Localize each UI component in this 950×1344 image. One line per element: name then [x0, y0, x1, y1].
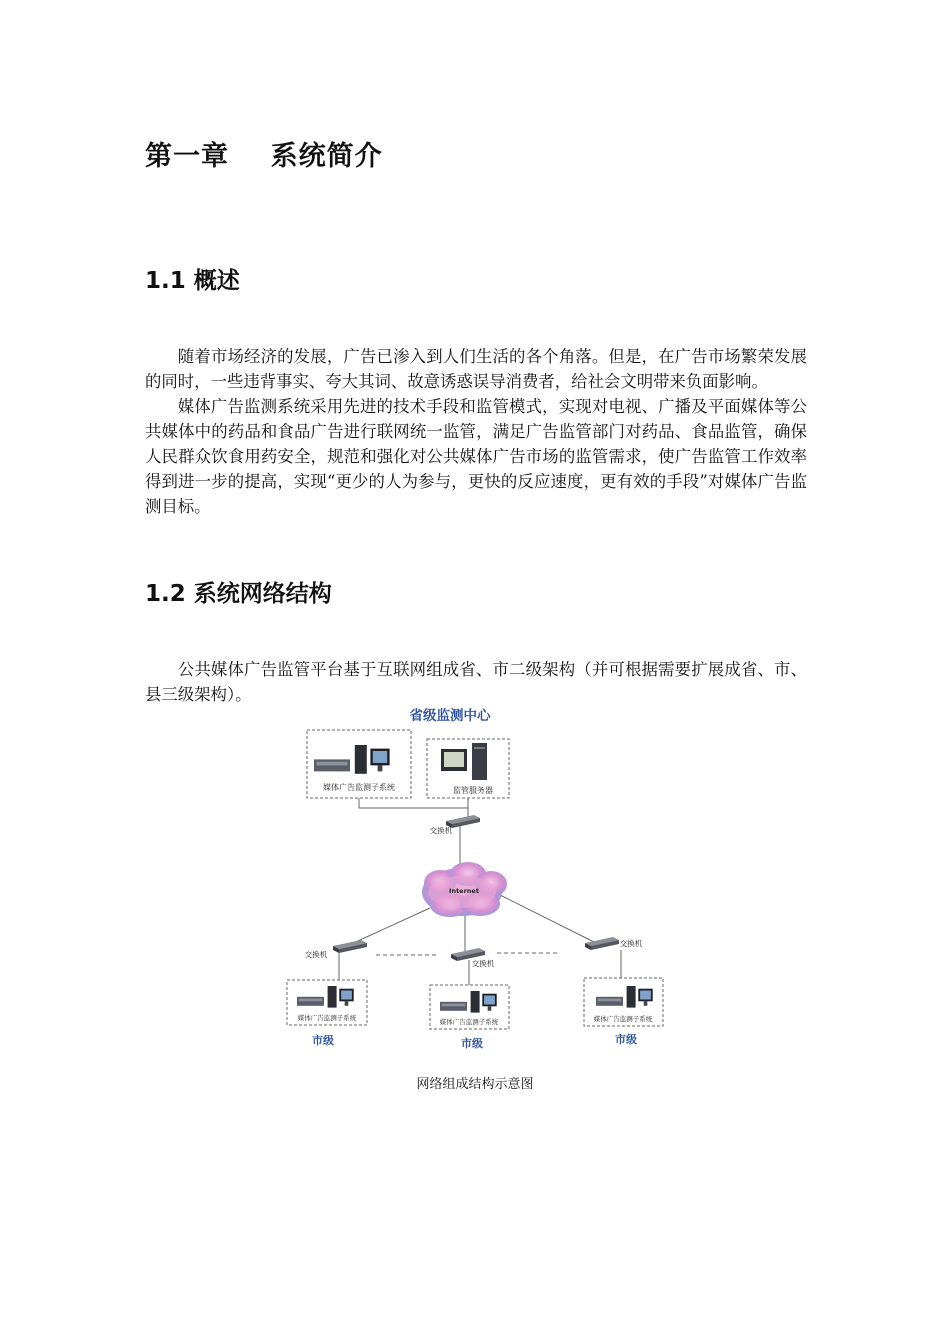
province-center-title: 省级监测中心 — [409, 708, 491, 724]
server-icon — [441, 743, 487, 780]
province-switch-label: 交换机 — [429, 826, 453, 835]
city-switch-label: 交换机 — [304, 950, 328, 959]
section-heading-overview: 1.1 概述 — [145, 268, 240, 294]
city-subsystem-label: 媒体广告监测子系统 — [439, 1018, 499, 1026]
city-switch-icon — [333, 940, 367, 953]
city-subsystem-label: 媒体广告监测子系统 — [297, 1014, 357, 1022]
chapter-name: 系统简介 — [270, 141, 383, 172]
city-switch-label: 交换机 — [471, 959, 495, 968]
city-level-label: 市级 — [461, 1037, 483, 1050]
section-heading-network: 1.2 系统网络结构 — [145, 581, 332, 607]
overview-paragraph: 随着市场经济的发展，广告已渗入到人们生活的各个角落。但是，在广告市场繁荣发展的同时，一些违背事实、夸大其词、故意诱惑误导消费者，给社会文明带来负面影响。 — [145, 347, 807, 391]
network-paragraph: 公共媒体广告监管平台基于互联网组成省、市二级架构（并可根据需要扩展成省、市、县三级架构）。 — [145, 660, 807, 704]
chapter-number: 第一章 — [145, 141, 229, 172]
city-workstation-icon — [297, 986, 354, 1008]
province-workstation-icon — [314, 745, 390, 774]
internet-label: Internet — [449, 887, 479, 895]
figure-caption: 网络组成结构示意图 — [416, 1077, 534, 1092]
city-subsystem-label: 媒体广告监测子系统 — [593, 1015, 653, 1023]
province-subsystem-label: 媒体广告监测子系统 — [323, 783, 395, 792]
city-workstation-icon — [440, 991, 497, 1013]
supervision-server-label: 监管服务器 — [453, 786, 493, 795]
city-workstation-icon — [596, 986, 653, 1008]
city-level-label: 市级 — [615, 1033, 637, 1046]
city-switch-label: 交换机 — [619, 939, 643, 948]
overview-paragraph: 媒体广告监测系统采用先进的技术手段和监管模式，实现对电视、广播及平面媒体等公共媒体中的药品和食品广告进行联网统一监管，满足广告监管部门对药品、食品监管，确保人民群众饮食用药安全，规范和强化对公共媒体广告市场的监管需求，使广告监管工作效率得到进一步的提高，实现“更少的人为参与，更快的反应速度，更有效的手段”对媒体广告监测目标。 — [145, 397, 807, 516]
city-level-label: 市级 — [312, 1034, 334, 1047]
city-switch-icon — [585, 937, 619, 950]
